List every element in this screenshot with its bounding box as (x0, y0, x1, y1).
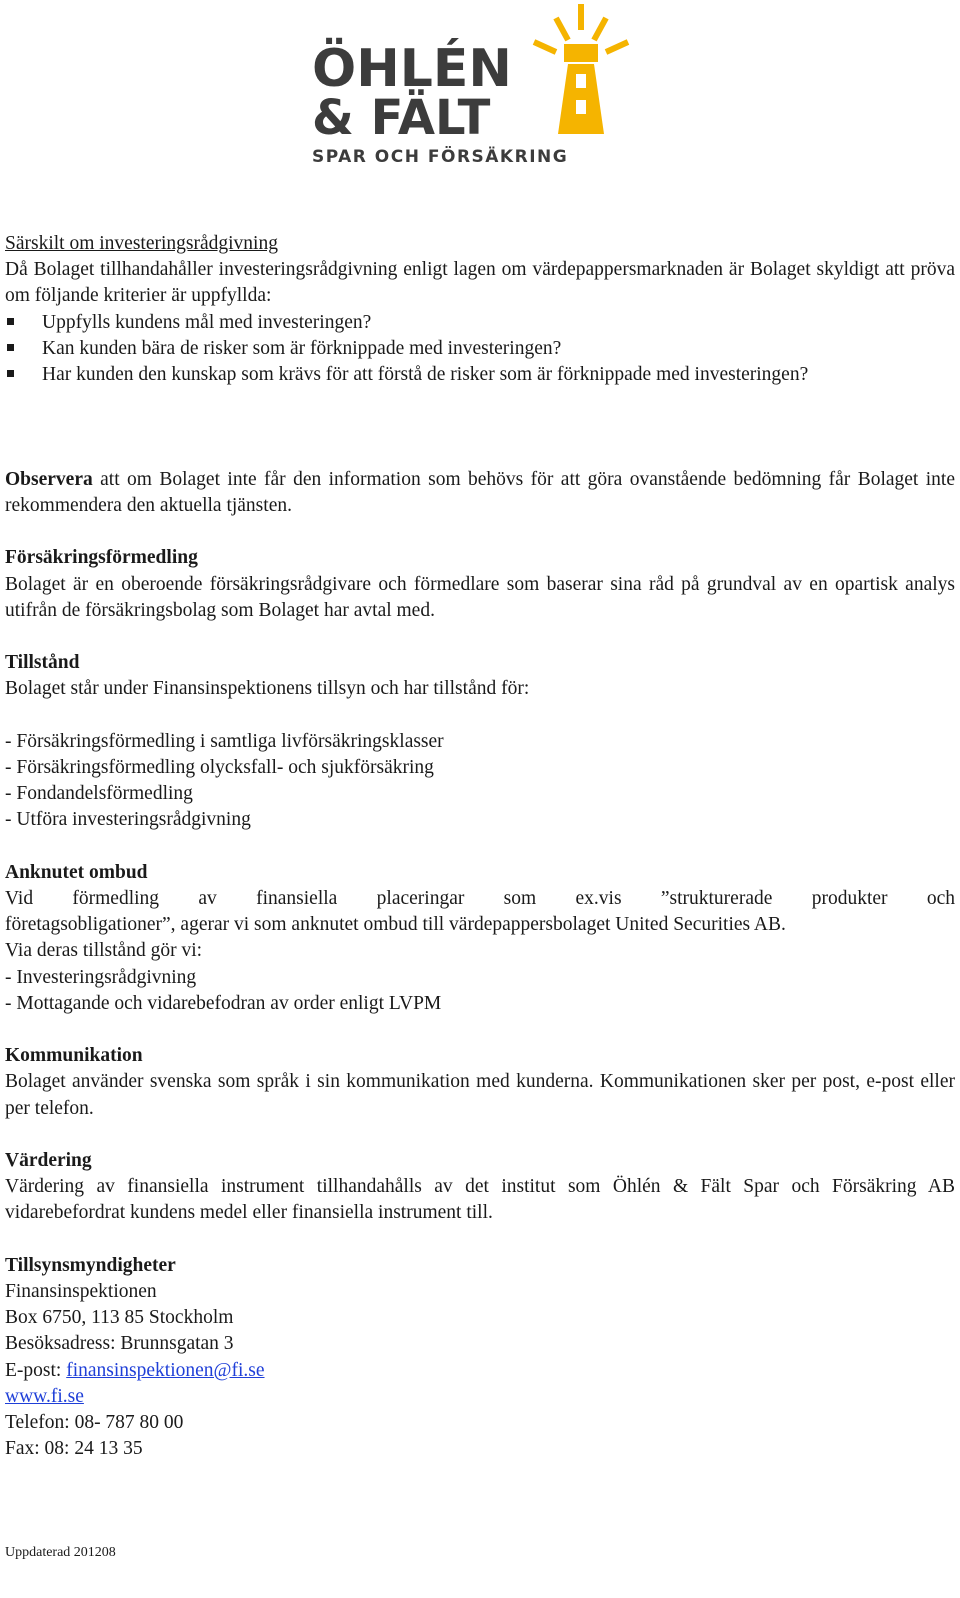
authority-heading: Tillsynsmyndigheter (5, 1254, 176, 1276)
investment-advice-text: Då Bolaget tillhandahåller investeringsrådgivning enligt lagen om värdepappersmarknaden är Bolaget skyldigt att pröva om följande kriterier är uppfyllda: (5, 259, 955, 307)
agent-heading: Anknutet ombud (5, 861, 148, 883)
authority-email-row (5, 1358, 955, 1384)
criteria-list (5, 310, 955, 389)
authority-phone: Telefon: 08- 787 80 00 (5, 1412, 184, 1434)
observe-text: att om Bolaget inte får den information som behövs för att göra ovanstående bedömning får Bolaget inte rekommendera den aktuella tjänsten. (5, 468, 955, 517)
permit-item: - Försäkringsförmedling i samtliga livförsäkringsklasser (5, 730, 444, 752)
insurance-heading: Försäkringsförmedling (5, 547, 198, 569)
agent-item: - Mottagande och vidarebefodran av order enligt LVPM (5, 992, 442, 1014)
communication-heading: Kommunikation (5, 1045, 143, 1067)
agent-line2: företagsobligationer”, agerar vi som anknutet ombud till värdepappersbolaget United Securities AB. (5, 914, 786, 936)
authority-address: Box 6750, 113 85 Stockholm (5, 1307, 234, 1329)
authority-fax: Fax: 08: 24 13 35 (5, 1438, 143, 1460)
email-label: E-post: (5, 1359, 67, 1381)
criteria-item: Uppfylls kundens mål med investeringen? (5, 310, 955, 336)
observe-lead: Observera (5, 468, 93, 490)
lighthouse-icon (534, 4, 628, 134)
permit-item: - Utföra investeringsrådgivning (5, 809, 251, 831)
document-body (5, 231, 955, 1462)
company-logo (312, 4, 652, 172)
permit-item: - Försäkringsförmedling olycksfall- och sjukförsäkring (5, 757, 434, 778)
logo-line2: & FÄLT (312, 90, 491, 146)
authority-name: Finansinspektionen (5, 1281, 157, 1302)
permit-item: - Fondandelsförmedling (5, 783, 193, 805)
communication-text: Bolaget använder svenska som språk i sin kommunikation med kunderna. Kommunikationen sker per post, e-post eller per telefon. (5, 1071, 955, 1119)
valuation-heading: Värdering (5, 1150, 92, 1171)
criteria-item: Kan kunden bära de risker som är förknippade med investeringen? (5, 336, 955, 362)
logo-tagline: SPAR OCH FÖRSÄKRING (312, 147, 569, 167)
permit-text: Bolaget står under Finansinspektionens tillsyn och har tillstånd för: (5, 678, 530, 700)
agent-line1: Vid förmedling av finansiella placeringar som ex.vis ”strukturerade produkter och (5, 888, 955, 909)
criteria-item: Har kunden den kunskap som krävs för att förstå de risker som är förknippade med investeringen? (5, 362, 955, 388)
investment-advice-heading: Särskilt om investeringsrådgivning (5, 233, 278, 254)
authority-web-row (5, 1384, 955, 1410)
observe-paragraph (5, 467, 955, 519)
agent-line3: Via deras tillstånd gör vi: (5, 940, 203, 962)
email-link[interactable]: finansinspektionen@fi.se (66, 1359, 265, 1381)
agent-item: - Investeringsrådgivning (5, 966, 197, 988)
valuation-text: Värdering av finansiella instrument tillhandahålls av det institut som Öhlén & Fält Spar och Försäkring AB vidarebefordrat kundens medel eller finansiella instrument till. (5, 1176, 955, 1224)
permit-heading: Tillstånd (5, 652, 80, 674)
website-link[interactable]: www.fi.se (5, 1385, 84, 1407)
insurance-text: Bolaget är en oberoende försäkringsrådgivare och förmedlare som baserar sina råd på grundval av en opartisk analys utifrån de försäkringsbolag som Bolaget har avtal med. (5, 573, 955, 621)
updated-date: Uppdaterad 201208 (5, 1545, 116, 1560)
authority-visit: Besöksadress: Brunnsgatan 3 (5, 1333, 234, 1355)
logo-line1: ÖHLÉN (312, 39, 512, 99)
